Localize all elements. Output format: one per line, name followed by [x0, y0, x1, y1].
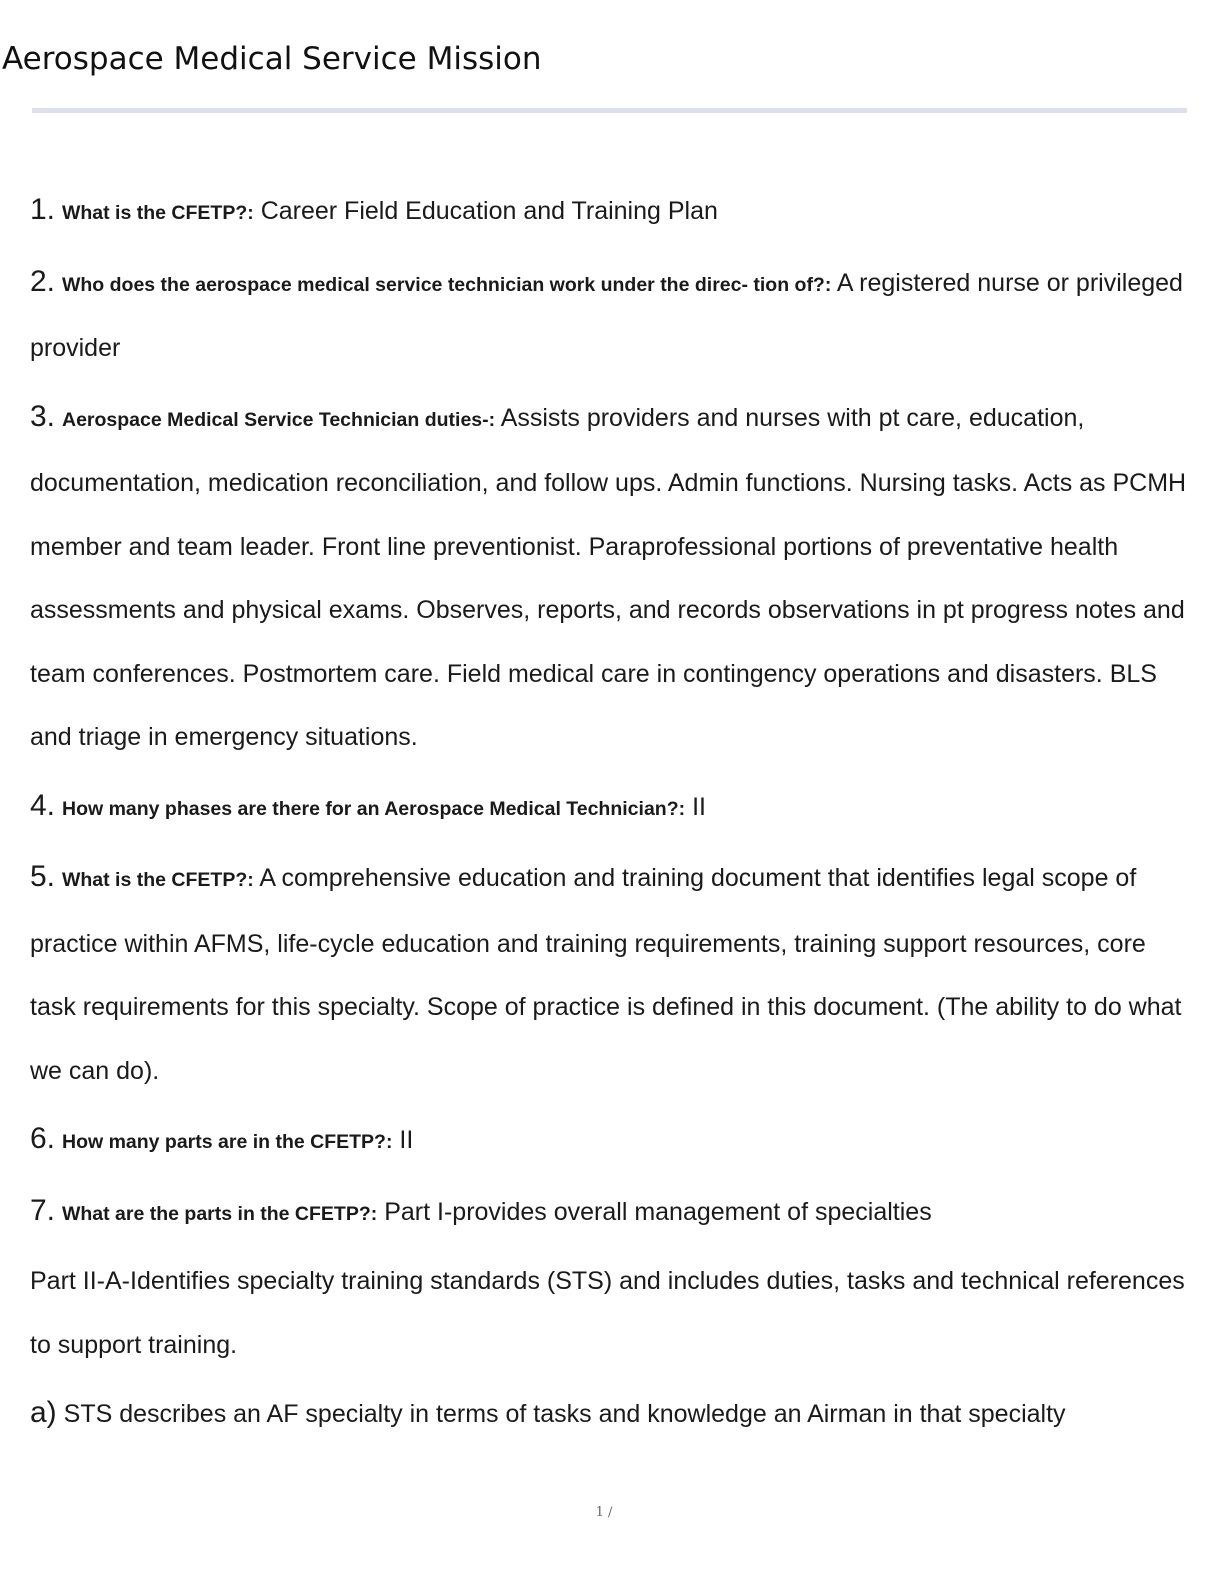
item-question: How many phases are there for an Aerospace Medical Technician?:	[61, 797, 686, 820]
sub-item-a	[30, 1381, 1190, 1447]
part-two-description: Part II-A-Identifies specialty training standards (STS) and includes duties, tasks and technical references to support training.	[30, 1267, 1185, 1359]
item-answer: A registered nurse or privileged provider	[30, 268, 1183, 362]
qa-item-3	[30, 385, 1190, 770]
item-answer: Assists providers and nurses with pt care, education, documentation, medication reconciliation, and follow ups. Admin functions. Nursing tasks. Acts as PCMH member and team leader. Front line preventionist. Paraprofessional portions of preventative health assessments and physical exams. Observes, reports, and records observations in pt progress notes and team conferences. Postmortem care. Field medical care in contingency operations and disasters. BLS and triage in emergency situations.	[30, 403, 1187, 751]
qa-item-5	[30, 845, 1190, 1103]
item-question: What are the parts in the CFETP?:	[61, 1202, 378, 1225]
title-divider	[32, 108, 1187, 113]
sub-item-text: STS describes an AF specialty in terms of tasks and knowledge an Airman in that specialty	[63, 1400, 1066, 1428]
item-answer: Career Field Education and Training Plan	[260, 197, 718, 225]
item-question: Aerospace Medical Service Technician duties-:	[61, 408, 496, 431]
item-question: How many parts are in the CFETP?:	[61, 1131, 393, 1153]
page-title: Aerospace Medical Service Mission	[2, 41, 542, 77]
item-question: What is the CFETP?:	[61, 869, 254, 891]
qa-item-6	[30, 1107, 1190, 1175]
item-number: 5.	[30, 860, 56, 893]
qa-item-2	[30, 250, 1190, 381]
item-answer: II	[692, 792, 706, 821]
item-question: Who does the aerospace medical service technician work under the direc- tion of?:	[61, 273, 832, 296]
qa-item-1	[30, 178, 1190, 246]
page-number: 1 /	[595, 1505, 613, 1520]
qa-item-7	[30, 1179, 1190, 1247]
qa-list	[30, 178, 1190, 1451]
item-answer: A comprehensive education and training document that identifies legal scope of practice within AFMS, life-cycle education and training requirements, training support resources, core task requirements for this specialty. Scope of practice is defined in this document. (The ability to do what we can do).	[30, 864, 1182, 1085]
item-answer: Part I-provides overall management of specialties	[384, 1197, 932, 1226]
item-number: 6.	[30, 1122, 56, 1155]
item-number: 4.	[30, 788, 56, 822]
item-number: 1.	[30, 193, 56, 226]
item-number: 2.	[30, 264, 56, 298]
item-answer: II	[399, 1126, 414, 1154]
item-number: 3.	[30, 399, 56, 433]
sub-item-label: a)	[30, 1396, 57, 1429]
qa-item-4	[30, 774, 1190, 842]
item-number: 7.	[30, 1193, 56, 1227]
item-question: What is the CFETP?:	[61, 202, 254, 224]
